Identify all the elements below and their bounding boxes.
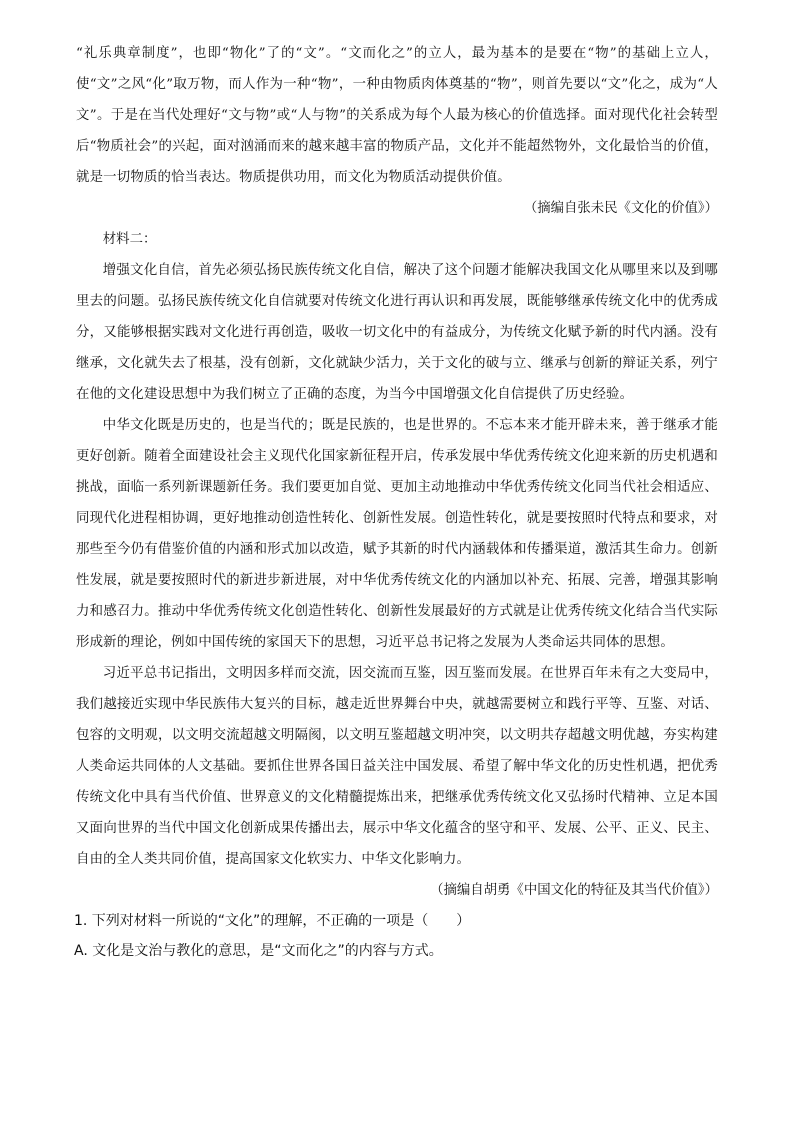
- question-stem: 1. 下列对材料一所说的“文化”的理解，不正确的一项是（ ）: [74, 913, 471, 929]
- material2-paragraph-2: 中华文化既是历史的，也是当代的；既是民族的，也是世界的。不忘本来才能开辟未来，善于继承才能更好创新。随着全面建设社会主义现代化国家新征程开启，传承发展中华优秀传统文化迎来新的历史机遇和挑战，面临一系列新课题新任务。我们要更加自觉、更加主动地推动中华优秀传统文化同当代社会相适应、同现代化进程相协调，更好地推动创造性转化、创新性发展。创造性转化，就是要按照时代特点和要求，对那些至今仍有借鉴价值的内涵和形式加以改造，赋予其新的时代内涵载体和传播渠道，激活其生命力。创新性发展，就是要按照时代的新进步新进展，对中华优秀传统文化的内涵加以补充、拓展、完善，增强其影响力和感召力。推动中华优秀传统文化创造性转化、创新性发展最好的方式就是让优秀传统文化结合当代实际形成新的理论，例如中国传统的家国天下的思想，习近平总书记将之发展为人类命运共同体的思想。: [76, 418, 718, 650]
- material2-source: （摘编自胡勇《中国文化的特征及其当代价值》）: [430, 883, 718, 898]
- material2-paragraph-3: 习近平总书记指出，文明因多样而交流，因交流而互鉴，因互鉴而发展。在世界百年未有之大变局中，我们越接近实现中华民族伟大复兴的目标，越走近世界舞台中央，就越需要树立和践行平等、互鉴、对话、包容的文明观，以文明交流超越文明隔阂，以文明互鉴超越文明冲突，以文明共存超越文明优越，夯实构建人类命运共同体的人文基础。要抓住世界各国日益关注中国发展、希望了解中华文化的历史性机遇，把优秀传统文化中具有当代价值、世界意义的文化精髓提炼出来，把继承优秀传统文化又弘扬时代精神、立足本国又面向世界的当代中国文化创新成果传播出去，展示中华文化蕴含的坚守和平、发展、公平、正义、民主、自由的全人类共同价值，提高国家文化软实力、中华文化影响力。: [76, 666, 718, 867]
- material2-paragraph-1: 增强文化自信，首先必须弘扬民族传统文化自信，解决了这个问题才能解决我国文化从哪里来以及到哪里去的问题。弘扬民族传统文化自信就要对传统文化进行再认识和再发展，既能够继承传统文化中的优秀成分，又能够根据实践对文化进行再创造，吸收一切文化中的有益成分，为传统文化赋予新的时代内涵。没有继承，文化就失去了根基，没有创新，文化就缺少活力，关于文化的破与立、继承与创新的辩证关系，列宁在他的文化建设思想中为我们树立了正确的态度，为当今中国增强文化自信提供了历史经验。: [76, 263, 718, 402]
- material1-source: （摘编自张未民《文化的价值》）: [523, 201, 718, 216]
- material1-paragraph: “礼乐典章制度”，也即“物化”了的“文”。“文而化之”的立人，最为基本的是要在“物”的基础上立人，使“文”之风“化”取万物，而人作为一种“物”，一种由物质肉体奠基的“物”，则首先要以“文”化之，成为“人文”。于是在当代处理好“文与物”或“人与物”的关系成为每个人最为核心的价值选择。面对现代化社会转型后“物质社会”的兴起，面对汹涌而来的越来越丰富的物质产品，文化并不能超然物外，文化最恰当的价值，就是一切物质的恰当表达。物质提供功用，而文化为物质活动提供价值。: [76, 46, 718, 185]
- question-option-a: A. 文化是文治与教化的意思，是“文而化之”的内容与方式。: [74, 943, 443, 959]
- material2-heading: 材料二：: [102, 232, 157, 247]
